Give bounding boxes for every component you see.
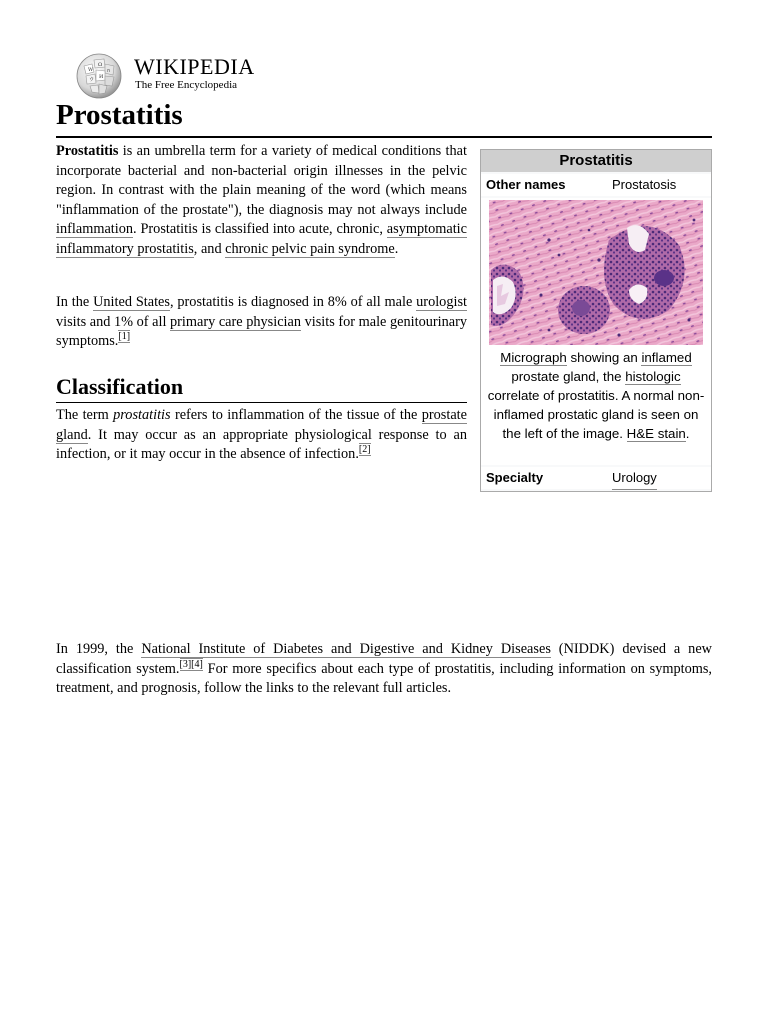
text-run: (NIDDK) devised a new classification system. — [56, 641, 712, 677]
wiki-link[interactable]: inflamed — [641, 350, 692, 365]
wikipedia-logo[interactable] — [74, 52, 314, 100]
wiki-link[interactable]: chronic pelvic pain syndrome — [225, 240, 395, 257]
wikipedia-globe-icon — [74, 52, 124, 100]
wikipedia-wordmark: WIKIPEDIA — [134, 54, 255, 79]
text-run: showing an — [566, 350, 642, 365]
svg-text:ก: ก — [107, 68, 111, 74]
classification-paragraph-2 — [56, 640, 712, 699]
infobox-row-other-names — [481, 174, 711, 196]
text-run: correlate of prostatitis. A normal non-inflamed prostatic gland is seen on the left of the image. — [487, 388, 705, 441]
wiki-link[interactable]: H&E stain — [626, 426, 686, 441]
page-title: Prostatitis — [56, 96, 712, 138]
wiki-link[interactable]: inflammation — [56, 221, 134, 237]
citation — [359, 443, 371, 456]
svg-text:W: W — [88, 67, 94, 73]
text-run: In 1999, the — [56, 641, 142, 657]
text-run: visits and 1% of all — [56, 313, 170, 330]
text-run: . Prostatitis is classified into acute, chronic, — [133, 221, 387, 237]
infobox-label-specialty: Specialty — [486, 470, 544, 485]
wiki-link[interactable]: prostate gland — [56, 407, 467, 443]
image-caption — [485, 348, 707, 443]
svg-text:Ω: Ω — [98, 62, 103, 68]
text-run: . — [394, 240, 399, 257]
text-run: In the — [56, 294, 94, 310]
italic-text: prostatitis — [113, 407, 171, 423]
text-run: prostate gland, the — [511, 369, 626, 384]
infobox-label-other-names: Other names — [486, 177, 566, 192]
text-run: visits for male genitourinary symptoms. — [56, 313, 468, 349]
text-run: The term — [56, 407, 114, 423]
infobox-row-specialty — [481, 467, 711, 489]
infobox-image-cell — [481, 198, 711, 465]
wiki-link[interactable]: Micrograph — [500, 350, 567, 365]
infobox — [480, 149, 712, 492]
wiki-link[interactable]: histologic — [625, 369, 681, 384]
citation — [191, 658, 203, 671]
text-run: , prostatitis is diagnosed in 8% of all male — [169, 294, 417, 310]
bold-text: Prostatitis — [56, 143, 119, 159]
text-run: For more specifics about each type of prostatitis, including information on symptoms, treatment, and prognosis, follow the links to the relevant full articles. — [56, 660, 712, 696]
text-run: refers to inflammation of the tissue of the — [170, 407, 422, 423]
citation-link[interactable]: [3] — [179, 658, 192, 670]
wiki-link[interactable]: United States — [93, 294, 170, 310]
infobox-value-specialty[interactable]: Urology — [612, 467, 657, 490]
citation-link[interactable]: [1] — [118, 331, 131, 342]
wiki-link[interactable]: primary care physician — [170, 313, 302, 330]
intro-paragraph-2 — [56, 293, 467, 352]
citation — [118, 330, 130, 343]
text-run: . — [685, 426, 690, 441]
wiki-link[interactable]: asymptomatic inflammatory prostatitis — [56, 221, 467, 257]
citation-link[interactable]: [2] — [358, 444, 371, 455]
citation-link[interactable]: [4] — [191, 658, 203, 670]
svg-text:ウ: ウ — [89, 77, 95, 83]
wiki-link[interactable]: urologist — [416, 294, 467, 310]
intro-paragraph-1 — [56, 142, 467, 259]
section-heading-classification: Classification — [56, 372, 467, 403]
micrograph-image[interactable] — [489, 200, 703, 345]
citation — [180, 658, 192, 671]
infobox-value-other-names: Prostatosis — [612, 177, 677, 192]
text-run: is an umbrella term for a variety of medical conditions that incorporate bacterial and non-bacterial origin illnesses in the pelvic region. In contrast with the plain meaning of the word (which means "inflammation of the prostate"), the diagnosis may not always include — [56, 143, 467, 218]
wiki-link[interactable]: National Institute of Diabetes and Digestive and Kidney Diseases — [141, 641, 551, 657]
infobox-title: Prostatitis — [481, 150, 711, 172]
svg-text:И: И — [99, 74, 104, 80]
text-run: , and — [193, 240, 226, 257]
text-run: . It may occur as an appropriate physiological response to an infection, or it may occur in the absence of infection. — [56, 426, 467, 462]
wikipedia-tagline: The Free Encyclopedia — [135, 79, 238, 91]
classification-paragraph-1 — [56, 406, 467, 465]
